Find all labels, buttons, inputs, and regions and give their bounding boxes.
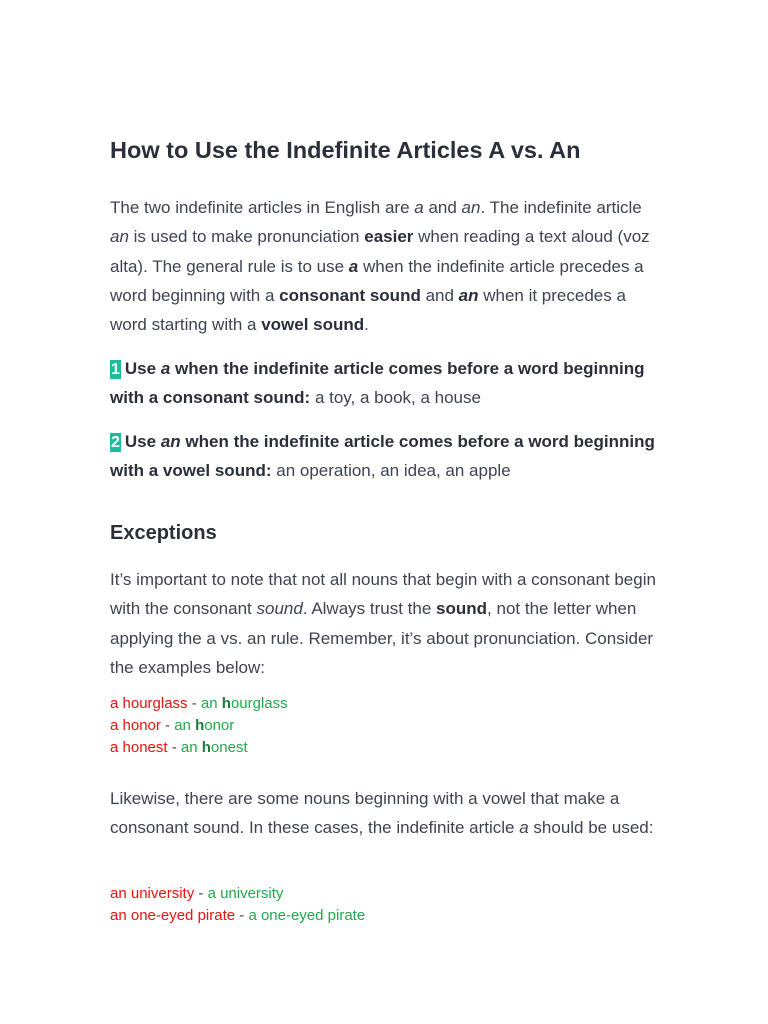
correct-article: an bbox=[174, 717, 196, 734]
wrong-example: an one-eyed pirate bbox=[110, 907, 236, 924]
rule-article: an bbox=[160, 432, 181, 451]
intro-text: and bbox=[420, 285, 459, 305]
page-title: How to Use the Indefinite Articles A vs. An bbox=[110, 137, 581, 163]
intro-article-an: an bbox=[110, 227, 129, 247]
exceptions-italic-a: a bbox=[519, 818, 529, 838]
exceptions-text: should be used: bbox=[528, 818, 654, 838]
intro-bold-consonant-sound: consonant sound bbox=[279, 285, 421, 305]
list-item bbox=[110, 715, 288, 737]
exceptions-heading: Exceptions bbox=[110, 522, 217, 544]
wrong-example: a hourglass bbox=[110, 695, 188, 712]
rule-lead-text: when the indefinite article comes before a word beginning with a consonant sound: bbox=[110, 359, 645, 407]
example-separator: - bbox=[235, 907, 249, 924]
rule-1 bbox=[110, 354, 662, 412]
exceptions-text: . Always trust the bbox=[302, 599, 437, 619]
silent-letter: h bbox=[195, 717, 205, 734]
intro-article-an-bold: an bbox=[458, 285, 479, 305]
correct-example: a university bbox=[207, 885, 284, 902]
example-separator: - bbox=[160, 717, 175, 734]
list-item bbox=[110, 693, 288, 715]
intro-text: is used to make pronunciation bbox=[128, 227, 365, 247]
intro-bold-vowel-sound: vowel sound bbox=[261, 315, 365, 335]
examples-list-h bbox=[110, 693, 288, 759]
intro-text: The two indefinite articles in English are bbox=[110, 198, 415, 217]
intro-text: . bbox=[364, 315, 369, 335]
exceptions-text: It’s important to note that not all nouns that begin with a consonant begin with the consonant bbox=[110, 570, 656, 619]
exceptions-paragraph-1 bbox=[110, 565, 662, 682]
correct-example bbox=[181, 739, 248, 756]
intro-article-a-bold: a bbox=[348, 256, 359, 276]
intro-bold-easier: easier bbox=[364, 227, 414, 247]
exceptions-text: Likewise, there are some nouns beginning with a vowel that make a consonant sound. In these cases, the indefinite article bbox=[110, 789, 620, 838]
intro-text: and bbox=[423, 198, 462, 217]
silent-letter: h bbox=[201, 739, 211, 756]
correct-example bbox=[174, 717, 234, 734]
silent-letter: h bbox=[221, 695, 231, 712]
correct-word-rest: ourglass bbox=[230, 695, 288, 712]
intro-text: when the indefinite article precedes a word beginning with a bbox=[110, 256, 644, 305]
rule-use-text: Use bbox=[124, 432, 161, 451]
exceptions-text: , not the letter when applying the a vs. an rule. Remember, it’s about pronunciation. Consider the examples below: bbox=[110, 599, 654, 677]
wrong-example: an university bbox=[110, 885, 195, 902]
list-item bbox=[110, 905, 365, 927]
rule-examples: a toy, a book, a house bbox=[310, 388, 481, 407]
intro-text: when it precedes a word starting with a bbox=[110, 285, 626, 335]
correct-example bbox=[201, 695, 288, 712]
wrong-example: a honest bbox=[110, 739, 168, 756]
intro-article-an: an bbox=[461, 198, 481, 217]
intro-paragraph bbox=[110, 193, 662, 339]
correct-example: a one-eyed pirate bbox=[248, 907, 366, 924]
exceptions-italic-sound: sound bbox=[256, 599, 303, 619]
list-item bbox=[110, 737, 288, 759]
intro-text: . The indefinite article bbox=[480, 198, 642, 217]
correct-word-rest: onest bbox=[210, 739, 248, 756]
correct-word-rest: onor bbox=[204, 717, 235, 734]
rule-use-text: Use bbox=[124, 359, 161, 378]
rule-lead-text: when the indefinite article comes before a word beginning with a vowel sound: bbox=[110, 432, 655, 480]
rule-examples: an operation, an idea, an apple bbox=[271, 461, 511, 480]
correct-article: an bbox=[180, 739, 202, 756]
list-item bbox=[110, 883, 365, 905]
rule-number-badge: 2 bbox=[111, 434, 120, 451]
example-separator: - bbox=[194, 885, 208, 902]
rule-article: a bbox=[160, 359, 171, 378]
wrong-example: a honor bbox=[110, 717, 161, 734]
rule-number-badge: 1 bbox=[111, 361, 120, 378]
correct-article: an bbox=[200, 695, 222, 712]
example-separator: - bbox=[167, 739, 181, 756]
example-separator: - bbox=[187, 695, 201, 712]
exceptions-paragraph-2 bbox=[110, 784, 662, 843]
rule-2 bbox=[110, 427, 662, 485]
exceptions-bold-sound: sound bbox=[436, 599, 488, 619]
intro-text: when reading a text aloud (voz alta). The general rule is to use bbox=[110, 227, 650, 276]
examples-list-vowel bbox=[110, 883, 365, 927]
intro-article-a: a bbox=[414, 198, 424, 217]
